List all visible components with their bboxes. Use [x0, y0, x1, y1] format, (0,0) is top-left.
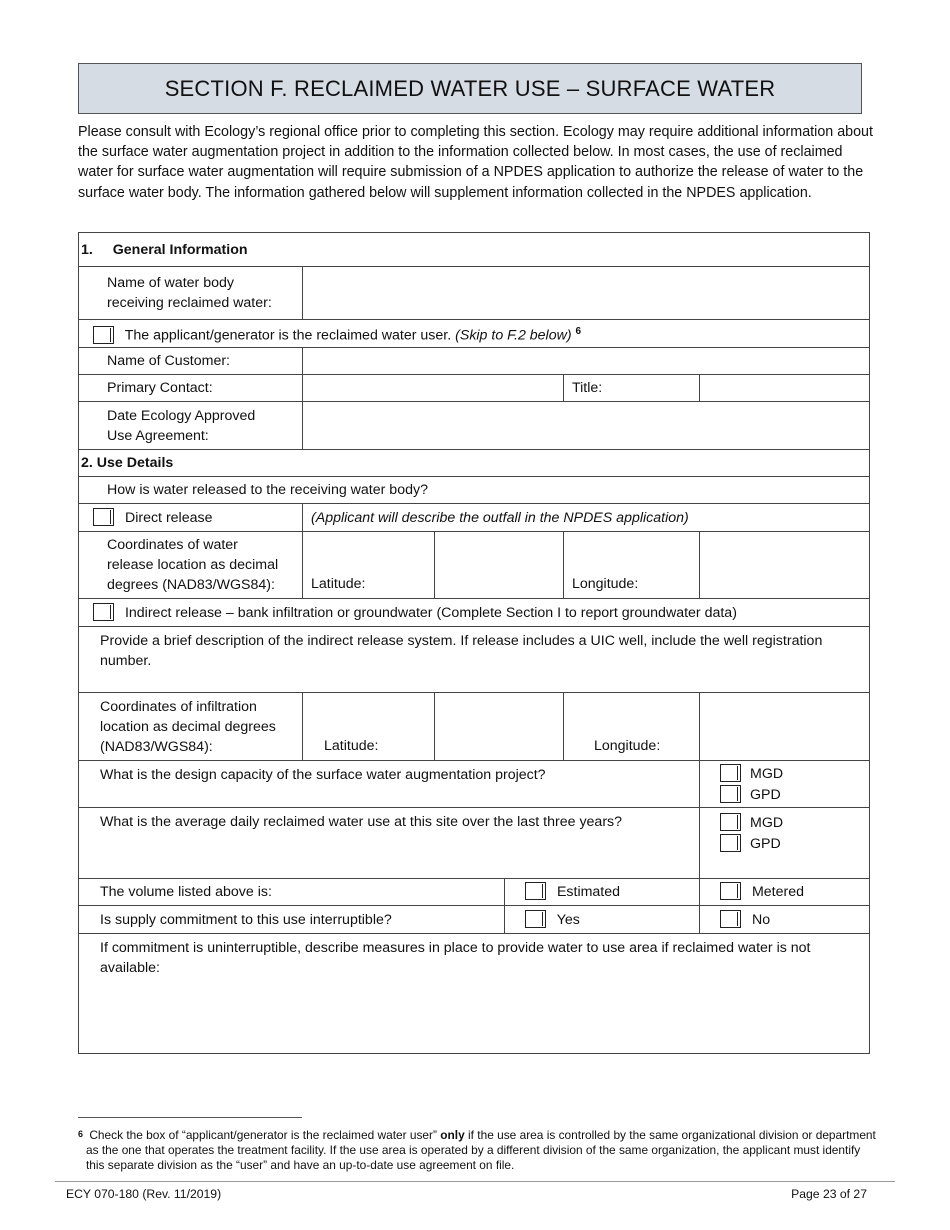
design-mgd-checkbox[interactable] [720, 764, 741, 782]
customer-label: Name of Customer: [79, 348, 303, 375]
volume-label: The volume listed above is: [79, 879, 505, 906]
avg-mgd-checkbox[interactable] [720, 813, 741, 831]
direct-release-note: (Applicant will describe the outfall in the NPDES application) [303, 504, 870, 532]
direct-release-label: Direct release [124, 509, 213, 526]
direct-release-cell [79, 504, 303, 532]
infiltration-coordinates-label: Coordinates of infiltration location as decimal degrees (NAD83/WGS84): [79, 693, 303, 761]
metered-checkbox[interactable] [720, 882, 741, 900]
applicant-is-user-label: The applicant/generator is the reclaimed water user. [124, 327, 456, 344]
uninterruptible-measures-field[interactable]: If commitment is uninterruptible, describe measures in place to provide water to use area if reclaimed water is not available: [79, 934, 870, 1054]
date-approved-input[interactable] [303, 402, 870, 450]
primary-contact-input[interactable] [303, 375, 564, 402]
form-id: ECY 070-180 (Rev. 11/2019) [66, 1187, 222, 1201]
design-gpd-label: GPD [750, 786, 781, 803]
design-capacity-units [700, 761, 870, 808]
intro-paragraph: Please consult with Ecology’s regional office prior to completing this section. Ecology may require additional information about the surface water augmentation project in addition to the information collected below. In most cases, the use of reclaimed water for surface water augmentation will require submission of a NPDES application to authorize the release of water to the surface water body. The information gathered below will supplement information collected in the NPDES application. [78, 124, 873, 201]
avg-mgd-label: MGD [750, 814, 784, 831]
use-details-heading [79, 450, 870, 477]
design-gpd-checkbox[interactable] [720, 785, 741, 803]
customer-input[interactable] [303, 348, 870, 375]
water-body-label: Name of water body receiving reclaimed water: [79, 267, 303, 320]
yes-label: Yes [556, 911, 580, 928]
indirect-release-row [79, 599, 870, 627]
title-input[interactable] [700, 375, 870, 402]
estimated-checkbox[interactable] [525, 882, 546, 900]
direct-longitude-label: Longitude: [564, 532, 700, 599]
design-capacity-question[interactable]: What is the design capacity of the surface water augmentation project? [79, 761, 700, 808]
footnote-number: 6 [78, 1129, 84, 1139]
title-label: Title: [564, 375, 700, 402]
indirect-release-label: Indirect release – bank infiltration or groundwater (Complete Section I to report groundwater data) [124, 604, 737, 621]
indirect-release-checkbox[interactable] [93, 603, 114, 621]
avg-gpd-checkbox[interactable] [720, 834, 741, 852]
estimated-option [505, 879, 700, 906]
form-table [78, 232, 870, 1054]
interruptible-question: Is supply commitment to this use interruptible? [79, 906, 505, 934]
metered-option [700, 879, 870, 906]
no-option [700, 906, 870, 934]
general-info-number: 1. [81, 241, 93, 258]
section-title: SECTION F. RECLAIMED WATER USE – SURFACE WATER [78, 63, 862, 114]
no-checkbox[interactable] [720, 910, 741, 928]
average-daily-units [700, 808, 870, 879]
applicant-is-user-row [79, 320, 870, 348]
estimated-label: Estimated [556, 884, 621, 900]
footnote-divider [78, 1117, 302, 1118]
infiltration-longitude-input[interactable] [700, 693, 870, 761]
metered-label: Metered [751, 884, 804, 900]
water-body-input[interactable] [303, 267, 870, 320]
applicant-skip-note: (Skip to F.2 below) [455, 327, 572, 344]
direct-coordinates-label: Coordinates of water release location as decimal degrees (NAD83/WGS84): [79, 532, 303, 599]
general-info-heading [79, 233, 870, 267]
date-approved-label: Date Ecology Approved Use Agreement: [79, 402, 303, 450]
direct-latitude-label: Latitude: [303, 532, 435, 599]
avg-gpd-label: GPD [750, 835, 781, 852]
design-mgd-label: MGD [750, 765, 784, 782]
no-label: No [751, 911, 771, 928]
use-details-title: Use Details [96, 455, 174, 471]
footnote-6: $^6$ Check the box of “applicant/generator is the reclaimed water user” only if the use area is controlled by the same organizational division or department as the one that operates the treatment facility. If the use area is operated by a different division of the same organization, the applicant must identify this separate division as the “user” and have an up-to-date use agreement on file. [78, 1128, 876, 1172]
page-number: Page 23 of 27 [791, 1187, 867, 1201]
infiltration-latitude-input[interactable] [435, 693, 564, 761]
direct-release-checkbox[interactable] [93, 508, 114, 526]
average-daily-use-question[interactable]: What is the average daily reclaimed water use at this site over the last three years? [79, 808, 700, 879]
how-released-question: How is water released to the receiving water body? [79, 477, 870, 504]
footer-divider [55, 1181, 895, 1182]
yes-checkbox[interactable] [525, 910, 546, 928]
footnote-ref: 6 [575, 325, 582, 337]
general-info-title: General Information [112, 241, 248, 258]
indirect-description-field[interactable]: Provide a brief description of the indirect release system. If release includes a UIC well, include the well registration number. [79, 627, 870, 693]
infiltration-longitude-label: Longitude: [564, 693, 700, 761]
direct-longitude-input[interactable] [700, 532, 870, 599]
primary-contact-label: Primary Contact: [79, 375, 303, 402]
direct-latitude-input[interactable] [435, 532, 564, 599]
use-details-number: 2. [81, 455, 93, 471]
applicant-is-user-checkbox[interactable] [93, 326, 114, 344]
yes-option [505, 906, 700, 934]
infiltration-latitude-label: Latitude: [303, 693, 435, 761]
